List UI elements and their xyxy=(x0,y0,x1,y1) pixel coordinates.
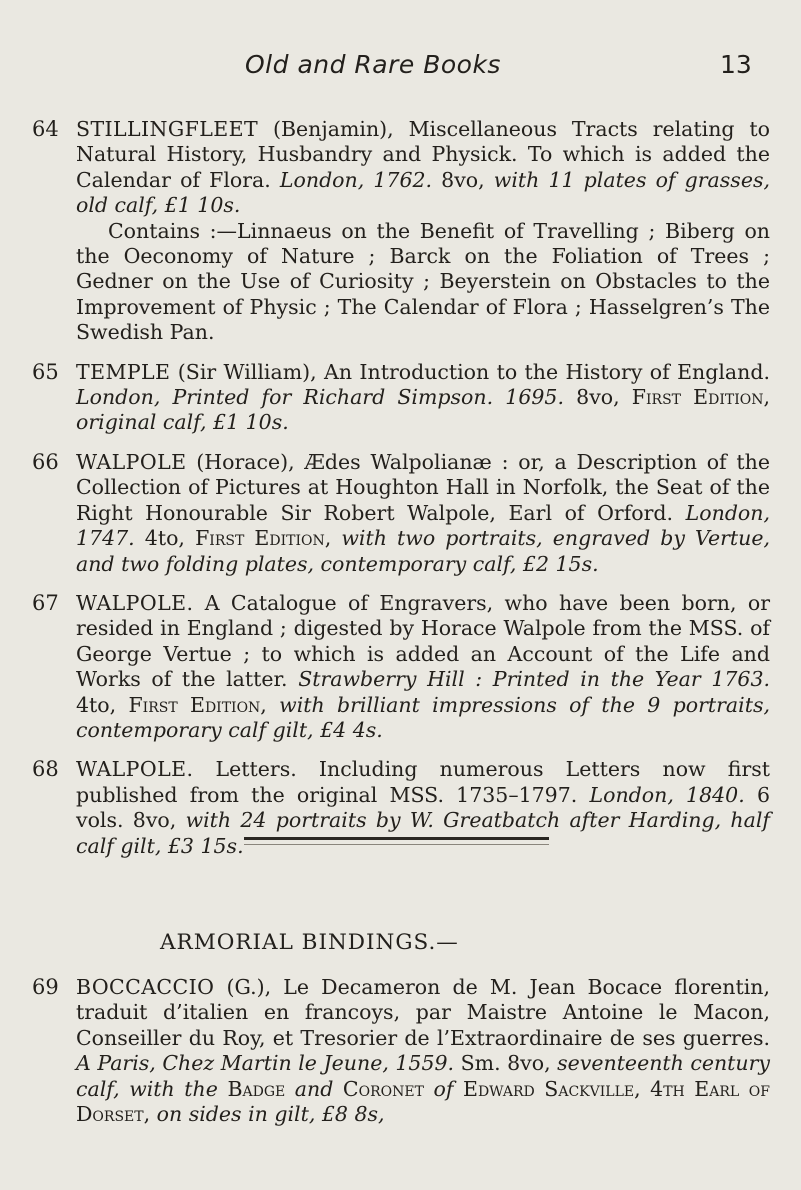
section-entry-list xyxy=(0,975,801,1141)
entry-number: 69 xyxy=(32,975,59,999)
entry-text: TEMPLE (Sir William), An Introduction to the History of England. London, Printed for Richard Simpson. 1695. 8vo, First Edition, original calf, £1 10s. xyxy=(76,359,771,435)
entry-text: WALPOLE (Horace), Ædes Walpolianæ : or, a Description of the Collection of Pictures at Houghton Hall in Norfolk, the Seat of the Right Honourable Sir Robert Walpole, Earl of Orford. London, 1747. 4to, First Edition, with two portraits, engraved by Vertue, and two folding plates, contemporary calf, £2 15s. xyxy=(76,449,770,576)
entry-number: 67 xyxy=(32,590,59,615)
entry-number: 68 xyxy=(32,757,59,782)
section-divider xyxy=(244,837,549,845)
divider-thick-rule xyxy=(244,837,549,840)
entry-64 xyxy=(0,117,801,346)
entry-text: WALPOLE. Letters. Including numerous Letters now first published from the original MSS. 1735–1797. London, 1840. 6 vols. 8vo, with 24 portraits by W. Greatbatch after Harding, half calf gilt, £3 15s. xyxy=(76,757,771,858)
entry-number: 66 xyxy=(32,449,59,474)
entry-lead: WALPOLE. xyxy=(76,757,194,782)
entry-text: BOCCACCIO (G.), Le Decameron de M. Jean Bocace florentin, traduit d’italien en francoys, par Maistre Antoine le Macon, Conseiller du Roy, et Tresorier de l’Extraordinaire de ses guerres. A Paris, Chez Martin le Jeune, 1559. Sm. 8vo, seventeenth century calf, with the Badge and Coronet of Edward Sackville, 4th Earl of Dorset, on sides in gilt, £8 8s, xyxy=(76,975,771,1127)
entry-65 xyxy=(0,360,801,436)
entry-69 xyxy=(0,975,801,1127)
entry-list xyxy=(0,117,801,873)
entry-text: STILLINGFLEET (Benjamin), Miscellaneous Tracts relating to Natural History, Husbandry and Physick. To which is added the Calendar of Flora. London, 1762. 8vo, with 11 plates of grasses, old calf, £1 10s. Contains :—Linnaeus on the Benefit of Travelling ; Biberg on the Oeconomy of Nature ; Barck on the Foliation of Trees ; Gedner on the Use of Curiosity ; Beyerstein on Obstacles to the Improvement of Physic ; The Calendar of Flora ; Hasselgren’s The Swedish Pan. xyxy=(76,117,770,345)
entry-lead: BOCCACCIO xyxy=(76,975,215,999)
entry-number: 64 xyxy=(32,117,59,141)
entry-lead: TEMPLE xyxy=(76,359,171,384)
page-number: 13 xyxy=(720,50,752,79)
section-heading: ARMORIAL BINDINGS.— xyxy=(160,930,459,955)
divider-thin-rule xyxy=(244,844,549,845)
entry-lead: WALPOLE. xyxy=(76,590,194,615)
running-head xyxy=(0,50,801,90)
running-title: Old and Rare Books xyxy=(245,50,501,79)
entry-66 xyxy=(0,450,801,577)
entry-number: 65 xyxy=(32,359,59,384)
entry-contents: Contains :—Linnaeus on the Benefit of Travelling ; Biberg on the Oeconomy of Nature ; Barck on the Foliation of Trees ; Gedner on the Use of Curiosity ; Beyerstein on Obstacles to the Improvement of Physic ; The Calendar of Flora ; Hasselgren’s The Swedish Pan. xyxy=(76,218,770,345)
entry-lead: WALPOLE xyxy=(76,449,187,474)
entry-text: WALPOLE. A Catalogue of Engravers, who have been born, or resided in England ; digested by Horace Walpole from the MSS. of George Vertue ; to which is added an Account of the Life and Works of the latter. Strawberry Hill : Printed in the Year 1763. 4to, First Edition, with brilliant impressions of the 9 portraits, contemporary calf gilt, £4 4s. xyxy=(76,590,771,742)
entry-lead: STILLINGFLEET xyxy=(76,117,259,141)
entry-67 xyxy=(0,591,801,743)
